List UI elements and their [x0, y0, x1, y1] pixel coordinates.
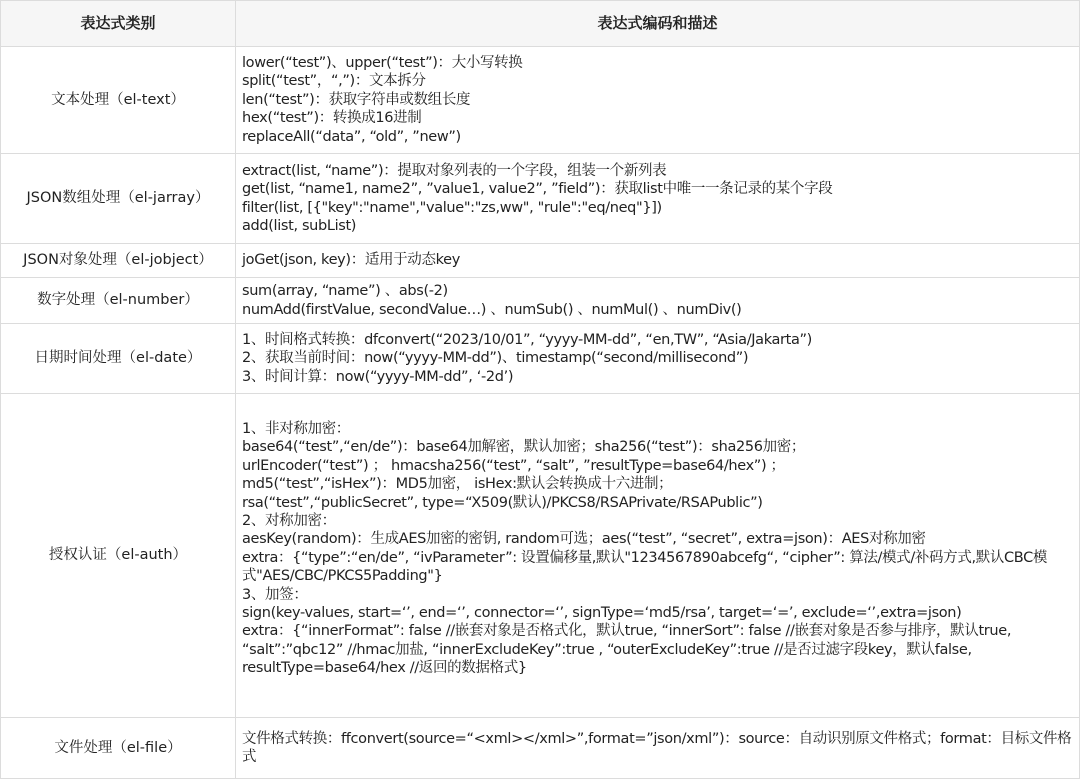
description-line: extra：{“innerFormat”: false //嵌套对象是否格式化，默认true, “innerSort”: false //嵌套对象是否参与排序，默认true, “salt”:”qbc12” //hmac加盐, “innerExcludeKey”:true , “outerExcludeKey”:true //是否过滤字段key，默认false, resultType=base64/hex //返回的数据格式}	[242, 623, 1016, 677]
description-line: urlEncoder(“test”) ； hmacsha256(“test”, “salt”, ”resultType=base64/hex”) ；	[242, 457, 785, 474]
description-line: 3、加签：	[242, 586, 308, 603]
description-line: aesKey(random)：生成AES加密的密钥, random可选；aes(“test”, “secret”, extra=json)：AES对称加密	[242, 531, 926, 548]
table-row	[1, 154, 1080, 244]
description-cell	[236, 324, 1080, 394]
description-cell	[236, 244, 1080, 278]
description-line: 1、非对称加密：	[242, 421, 350, 437]
description-line: md5(“test”,“isHex”)：MD5加密， isHex:默认会转换成十六进制；	[242, 476, 673, 493]
category-cell: 文本处理（el-text）	[1, 47, 236, 154]
table-row	[1, 244, 1080, 278]
description-line: filter(list, [{"key":"name","value":"zs,ww", "rule":"eq/neq"}])	[242, 199, 662, 216]
category-cell: JSON对象处理（el-jobject）	[1, 244, 236, 278]
description-line: split(“test”，“,”)：文本拆分	[242, 73, 426, 90]
category-cell: 日期时间处理（el-date）	[1, 324, 236, 394]
description-line: get(list, “name1, name2”, ”value1, value2”, ”field”)：获取list中唯一一条记录的某个字段	[242, 181, 833, 198]
description-line: 2、对称加密：	[242, 513, 336, 530]
description-line: len(“test”)：获取字符串或数组长度	[242, 91, 471, 108]
description-line: joGet(json, key)：适用于动态key	[242, 252, 460, 269]
description-line: base64(“test”,“en/de”)：base64加解密，默认加密；sha256(“test”)：sha256加密；	[242, 439, 806, 456]
description-line: numAdd(firstValue, secondValue…) 、numSub() 、numMul() 、numDiv()	[242, 301, 742, 318]
description-line: extract(list, “name”)：提取对象列表的一个字段，组装一个新列表	[242, 162, 667, 179]
description-line: 文件格式转换：ffconvert(source=“<xml></xml>”,format=”json/xml”)：source：自动识别原文件格式；format：目标文件格式	[242, 730, 1072, 765]
description-cell	[236, 394, 1080, 718]
description-cell	[236, 718, 1080, 779]
table-row	[1, 278, 1080, 324]
description-line: sign(key-values, start=‘’, end=‘’, connector=‘’, signType=‘md5/rsa’, target=‘=’, exclude=‘’,extra=json)	[242, 605, 962, 622]
table-row	[1, 47, 1080, 154]
description-line: replaceAll(“data”, “old”, ”new”)	[242, 128, 461, 145]
header-category: 表达式类别	[1, 1, 236, 47]
description-line: rsa(“test”,“publicSecret”, type=“X509(默认)/PKCS8/RSAPrivate/RSAPublic”)	[242, 494, 763, 511]
category-cell: 文件处理（el-file）	[1, 718, 236, 779]
header-description: 表达式编码和描述	[236, 1, 1080, 47]
table-row	[1, 394, 1080, 718]
description-cell	[236, 278, 1080, 324]
category-cell: 数字处理（el-number）	[1, 278, 236, 324]
category-cell: JSON数组处理（el-jarray）	[1, 154, 236, 244]
description-cell	[236, 47, 1080, 154]
description-line: 3、时间计算：now(“yyyy-MM-dd”, ‘-2d’)	[242, 368, 514, 385]
table-header-row	[1, 1, 1080, 47]
description-line: 2、获取当前时间：now(“yyyy-MM-dd”)、timestamp(“second/millisecond”)	[242, 350, 749, 367]
category-cell: 授权认证（el-auth）	[1, 394, 236, 718]
table-row	[1, 718, 1080, 779]
description-line: hex(“test”)：转换成16进制	[242, 110, 422, 127]
table-row	[1, 324, 1080, 394]
description-line: lower(“test”)、upper(“test”)：大小写转换	[242, 54, 523, 71]
description-line: sum(array, “name”) 、abs(-2)	[242, 283, 448, 300]
description-cell	[236, 154, 1080, 244]
description-line: extra：{“type”:“en/de”, “ivParameter”: 设置偏移量,默认"1234567890abcefg“, “cipher”: 算法/模式/补码方式,默认CBC模式"AES/CBC/PKCS5Padding"}	[242, 549, 1048, 585]
description-line: 1、时间格式转换：dfconvert(“2023/10/01”, “yyyy-MM-dd”, “en,TW”, “Asia/Jakarta”)	[242, 331, 812, 348]
description-line: add(list, subList)	[242, 217, 357, 234]
